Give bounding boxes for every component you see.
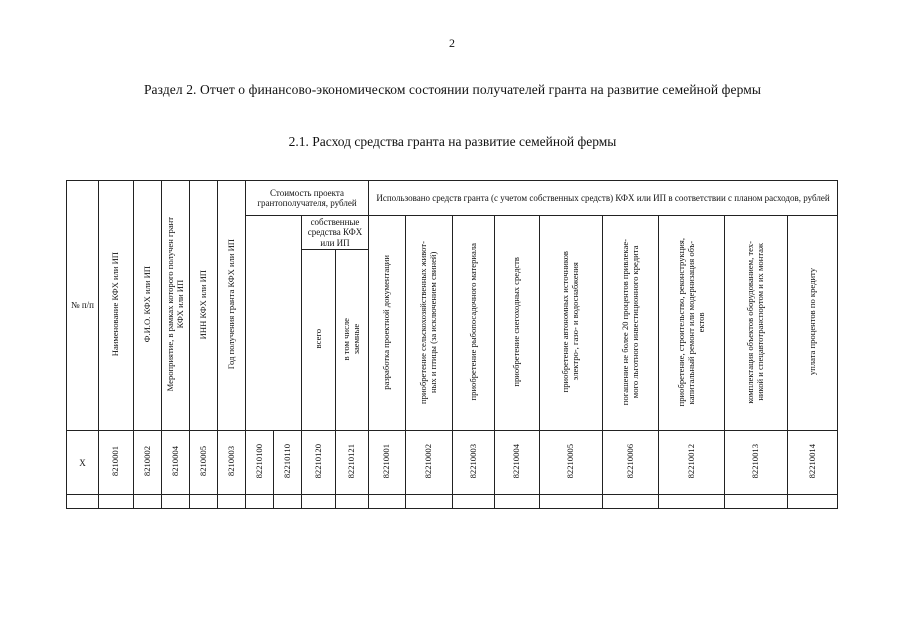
code-cell: 82210013: [725, 431, 788, 495]
code-cell: 82210006: [603, 431, 659, 495]
section-title: Раздел 2. Отчет о финансово-экономическом состоянии получателей гранта на развитие семейной фермы: [143, 82, 762, 97]
code-cell: 82210100: [246, 431, 274, 495]
header-grant-year: Год получения гранта КФХ или ИП: [218, 181, 246, 431]
code-cell: 8210005: [190, 431, 218, 495]
code-cell: 82210001: [369, 431, 406, 495]
empty-cell: [246, 495, 274, 509]
grant-expense-table: [66, 180, 838, 509]
code-cell: 82210003: [453, 431, 495, 495]
header-used-col-9: уплата процентов по кредиту: [788, 216, 838, 431]
header-used-col-2: приобретение сельскохозяйственных живот- ных и птицы (за исключением свиней): [406, 216, 453, 431]
empty-cell: [725, 495, 788, 509]
code-cell: 82210002: [406, 431, 453, 495]
empty-cell: [162, 495, 190, 509]
code-cell: 82210012: [659, 431, 725, 495]
code-cell: 8210002: [134, 431, 162, 495]
empty-cell: [406, 495, 453, 509]
header-used-col-1: разработка проектной документации: [369, 216, 406, 431]
table-row: [67, 431, 838, 495]
empty-cell: [274, 495, 302, 509]
header-own-total: всего: [302, 250, 336, 431]
empty-cell: [134, 495, 162, 509]
code-cell: 82210110: [274, 431, 302, 495]
header-used-col-5: приобретение автономных источников электро-, газо- и водоснабжения: [540, 216, 603, 431]
empty-cell: [659, 495, 725, 509]
header-cost-blank: [246, 216, 302, 431]
table-row: [67, 495, 838, 509]
code-cell: 82210120: [302, 431, 336, 495]
header-used-col-8: комплектация объектов оборудованием, тех- никой и спецавтотранспортом и их монтаж: [725, 216, 788, 431]
empty-cell: [302, 495, 336, 509]
header-number: № п/п: [67, 181, 99, 431]
header-event-text: Мероприятие, в рамках которого получен грант КФХ или ИП: [164, 217, 185, 392]
header-used-col-7: приобретение, строительство, реконструкция, капитальный ремонт или модернизация объ- ектов: [659, 216, 725, 431]
code-cell: 82210121: [336, 431, 369, 495]
code-cell: 8210001: [99, 431, 134, 495]
row-mark: X: [67, 431, 99, 495]
empty-cell: [495, 495, 540, 509]
header-used-col-3: приобретение рыбопосадочного материала: [453, 216, 495, 431]
header-used-col-6: погашение не более 20 процентов привлекае- мого льготного инвестиционного кредита: [603, 216, 659, 431]
code-cell: 8210003: [218, 431, 246, 495]
header-own-loans-text: в том числе заемные: [341, 317, 361, 361]
page-number: 2: [449, 36, 455, 50]
header-used-col-4: приобретение снегоходных средств: [495, 216, 540, 431]
empty-cell: [336, 495, 369, 509]
code-cell: 82210005: [540, 431, 603, 495]
header-own-loans: [336, 250, 369, 431]
empty-cell: [190, 495, 218, 509]
empty-cell: [453, 495, 495, 509]
code-cell: 82210014: [788, 431, 838, 495]
subsection-title: 2.1. Расход средства гранта на развитие семейной фермы: [288, 134, 617, 149]
header-own-funds: собственные средства КФХ или ИП: [302, 216, 369, 250]
code-cell: 82210004: [495, 431, 540, 495]
header-grant-used: Использовано средств гранта (с учетом собственных средств) КФХ или ИП в соответствии с планом расходов, рублей: [369, 181, 838, 216]
header-farm-name: Наименование КФХ или ИП: [99, 181, 134, 431]
empty-cell: [788, 495, 838, 509]
empty-cell: [67, 495, 99, 509]
code-cell: 8210004: [162, 431, 190, 495]
header-inn: ИНН КФХ или ИП: [190, 181, 218, 431]
empty-cell: [603, 495, 659, 509]
empty-cell: [99, 495, 134, 509]
empty-cell: [369, 495, 406, 509]
empty-cell: [218, 495, 246, 509]
empty-cell: [540, 495, 603, 509]
header-project-cost: Стоимость проекта грантополучателя, рублей: [246, 181, 369, 216]
header-event: [162, 181, 190, 431]
header-fio: Ф.И.О. КФХ или ИП: [134, 181, 162, 431]
